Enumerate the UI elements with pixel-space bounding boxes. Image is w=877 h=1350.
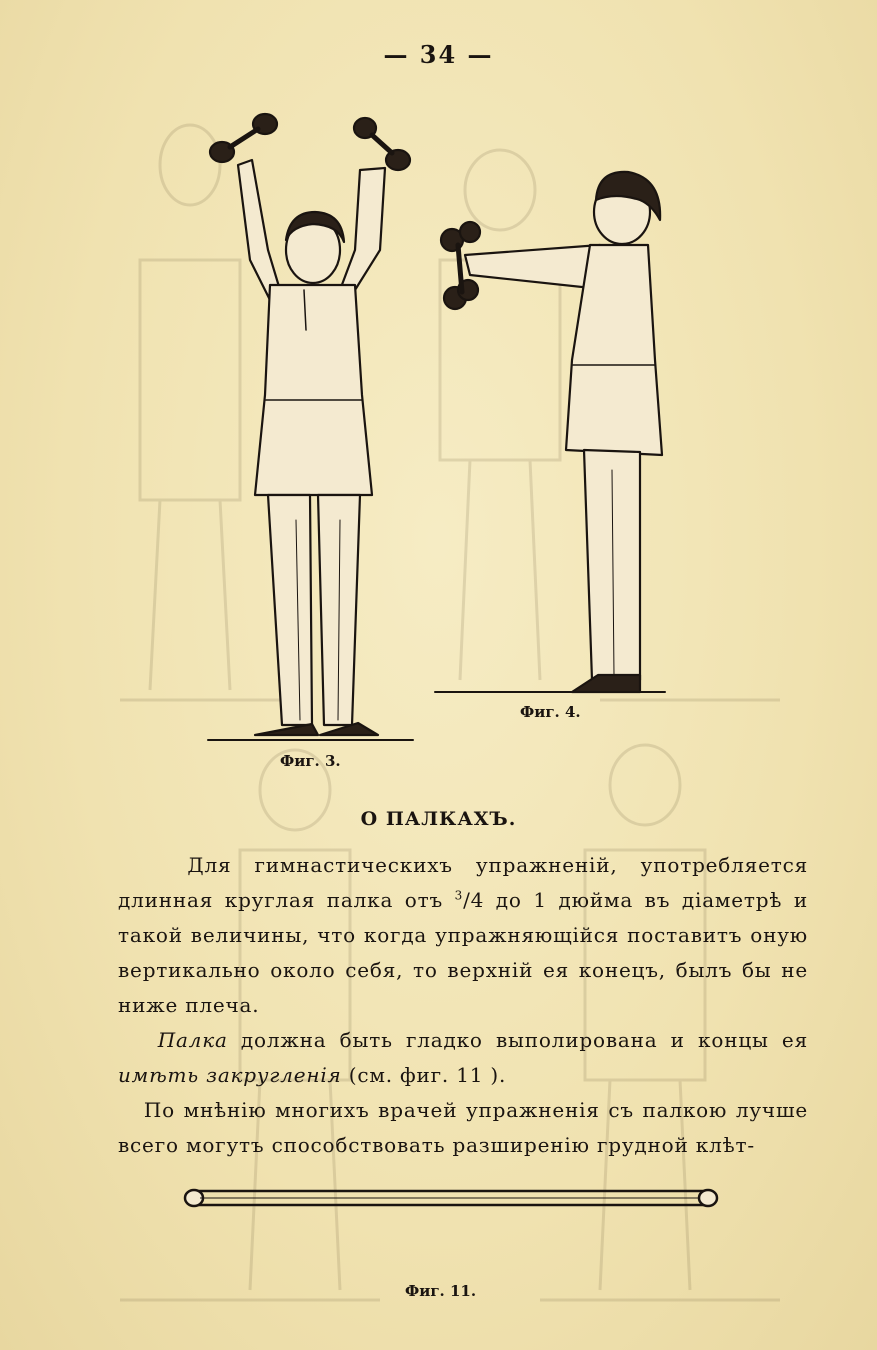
paragraph-3-text: По мнѣнію многихъ врачей упражненія съ палкою лучше всего могутъ способствовать разширенію грудной клѣт- [118,1098,808,1157]
fraction-denominator: /4 [463,888,485,912]
paragraph-2-text-2: (см. фиг. 11 ). [341,1063,507,1087]
paragraph-2-italic-1: Палка [157,1028,228,1052]
figure-4-caption: Фиг. 4. [520,703,581,721]
section-heading: О ПАЛКАХЪ. [360,808,517,830]
figure-11-caption: Фиг. 11. [405,1282,477,1300]
page-number: — 34 — [383,40,494,69]
paragraph-2-italic-2: имѣть закругленія [118,1063,342,1087]
paragraph-2-text-1: должна быть гладко выполирована и концы ея [227,1028,808,1052]
fraction-numerator: 3 [454,888,464,903]
paragraph-1-part-1: Для гимнастическихъ упражненій, употребляется длинная круглая палка отъ [118,853,808,912]
paragraph-1-part-2: до 1 дюйма въ діаметрѣ и такой величины, что когда упражняющійся поставитъ оную вертикально около себя, то верхній ея конецъ, былъ бы не ниже плеча. [118,888,808,1017]
figure-3-caption: Фиг. 3. [280,752,341,770]
